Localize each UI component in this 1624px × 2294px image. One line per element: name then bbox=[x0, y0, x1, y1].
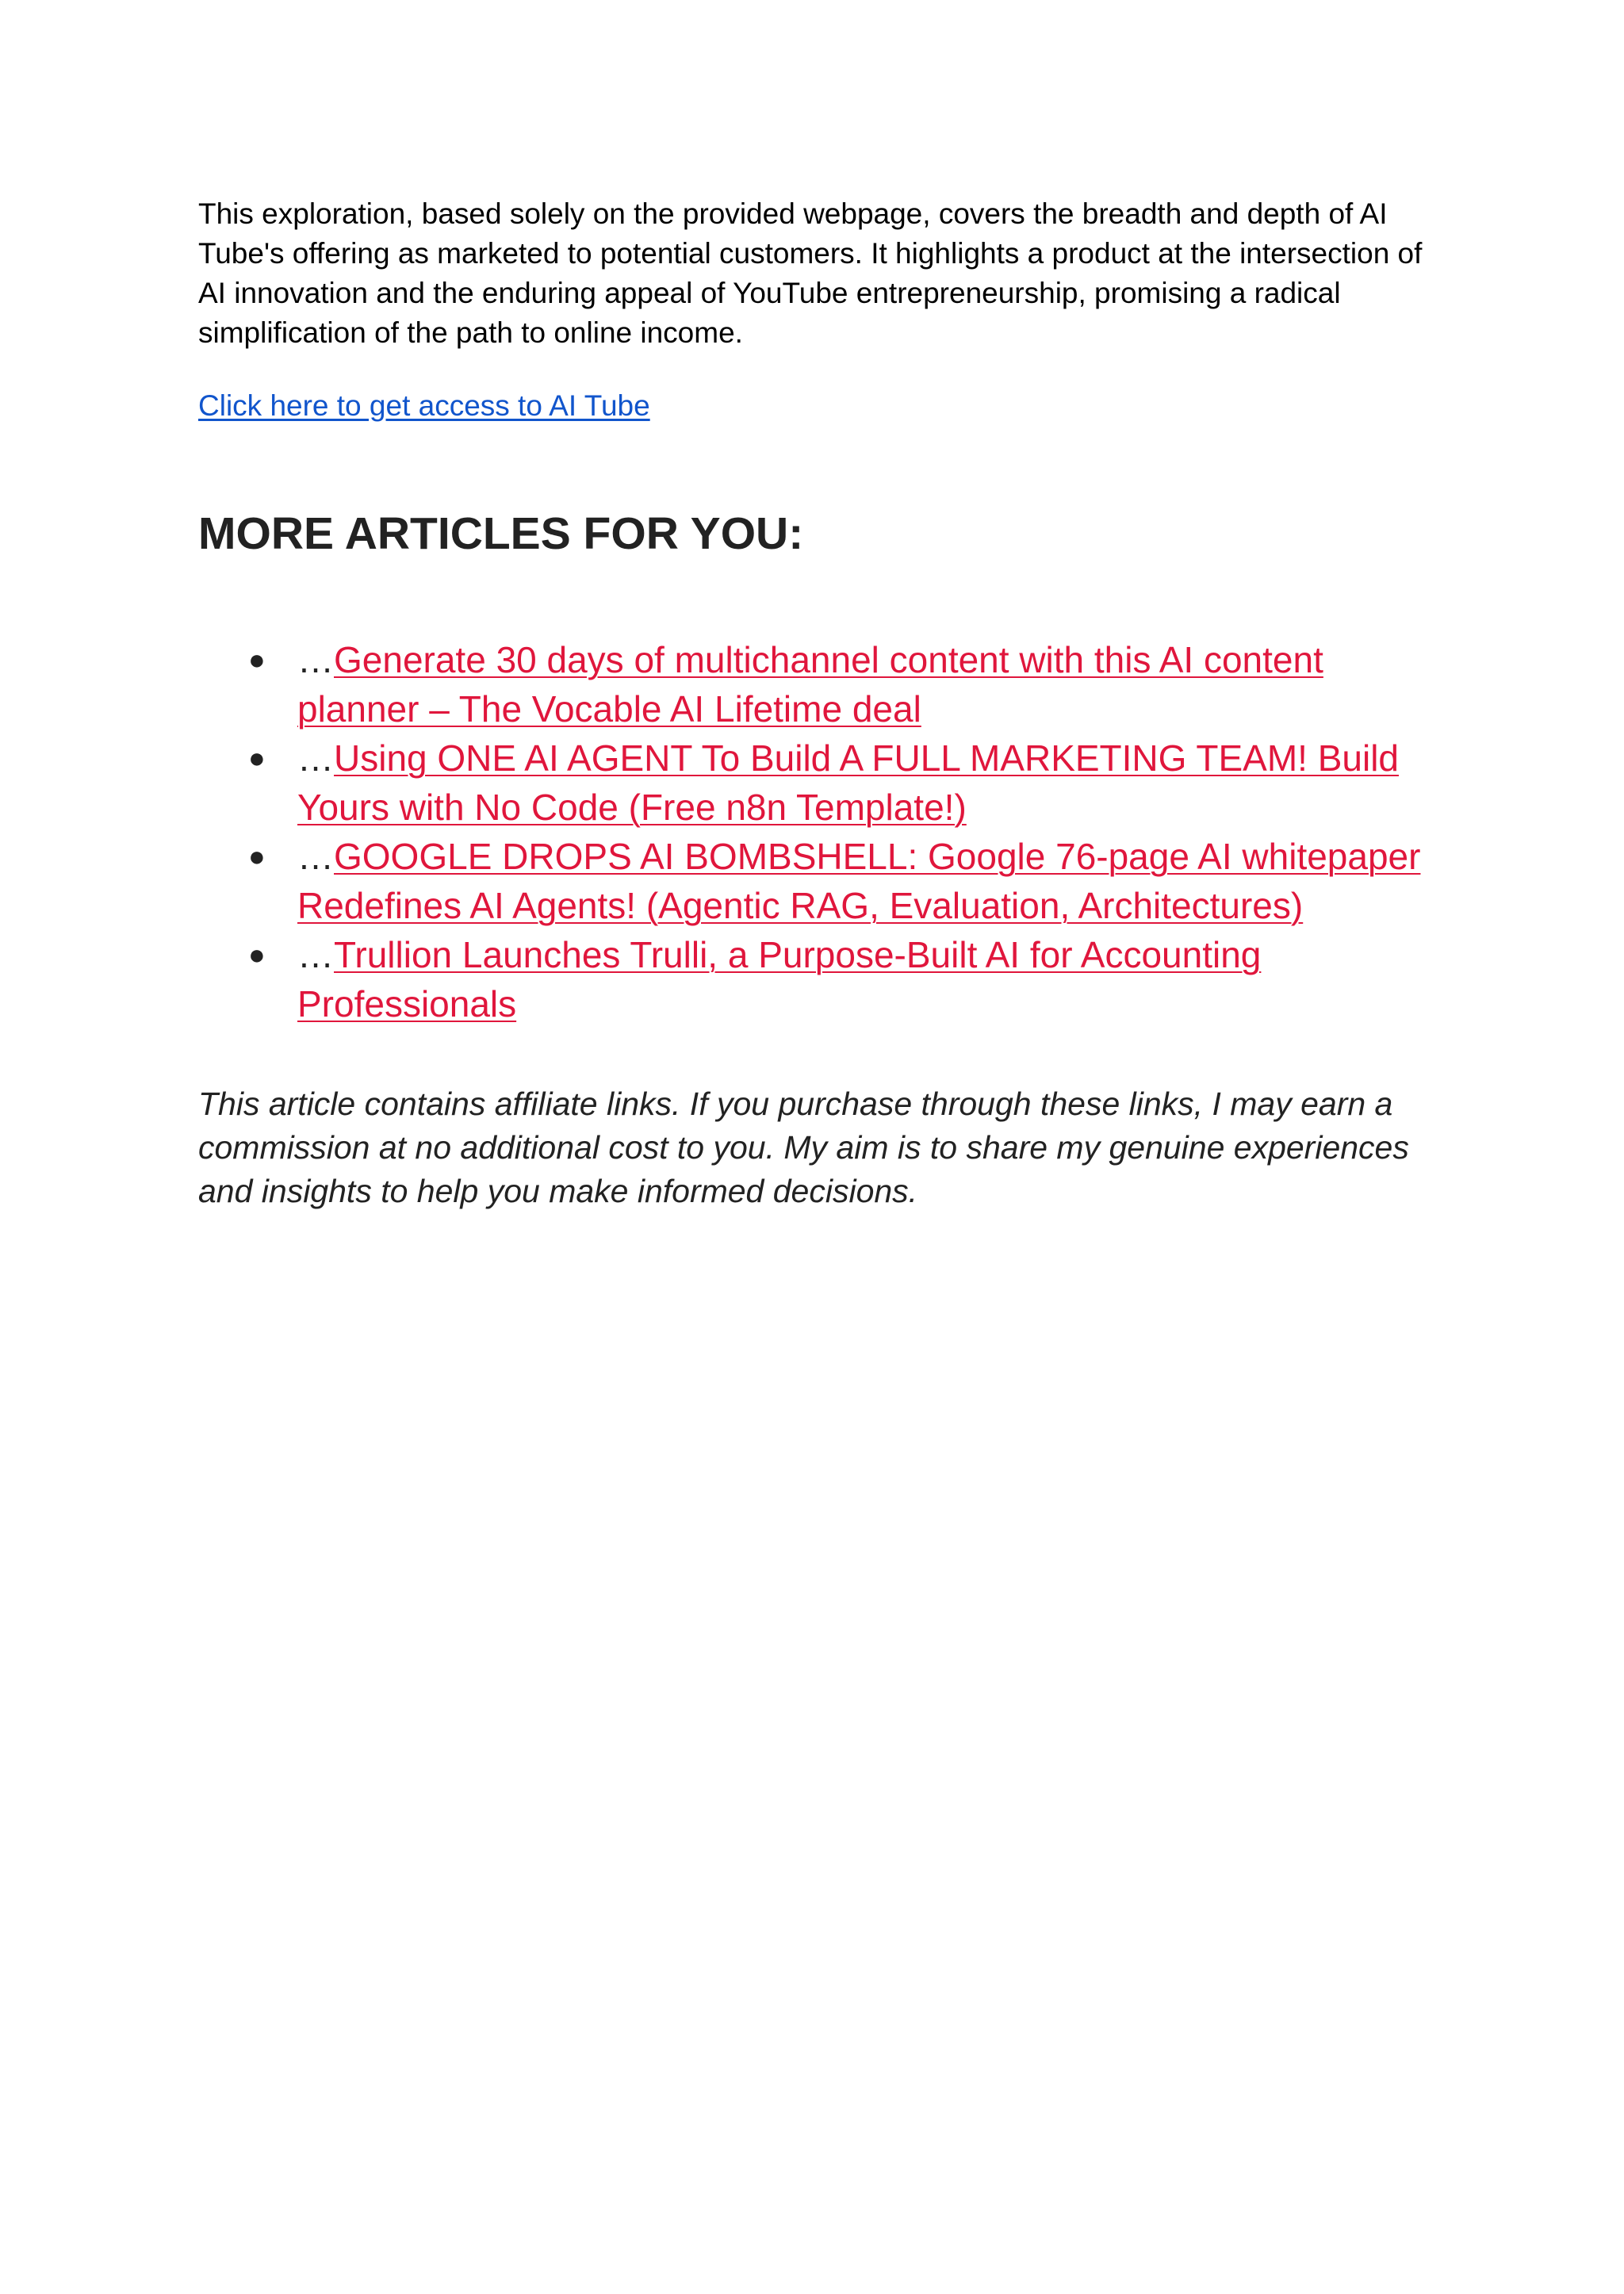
ellipsis-prefix: … bbox=[297, 934, 334, 975]
more-articles-heading: MORE ARTICLES FOR YOU: bbox=[198, 508, 804, 559]
ellipsis-prefix: … bbox=[297, 836, 334, 877]
ellipsis-prefix: … bbox=[297, 639, 334, 680]
document-page bbox=[198, 194, 1435, 1213]
article-link-google-whitepaper[interactable]: GOOGLE DROPS AI BOMBSHELL: Google 76-page AI whitepaper Redefines AI Agents! (Agentic RAG, Evaluation, Architectures) bbox=[297, 836, 1421, 926]
bullet-icon: ● bbox=[248, 938, 266, 971]
intro-paragraph: This exploration, based solely on the provided webpage, covers the breadth and depth of AI Tube's offering as marketed to potential customers. It highlights a product at the intersection of AI innovation and the enduring appeal of YouTube entrepreneurship, promising a radical simplification of the path to online income. bbox=[198, 197, 1423, 349]
list-item bbox=[248, 930, 1435, 1028]
list-item bbox=[248, 832, 1435, 930]
article-link-ai-agent-marketing[interactable]: Using ONE AI AGENT To Build A FULL MARKETING TEAM! Build Yours with No Code (Free n8n Template!) bbox=[297, 737, 1400, 828]
ellipsis-prefix: … bbox=[297, 737, 334, 779]
ai-tube-access-link[interactable]: Click here to get access to AI Tube bbox=[198, 389, 650, 422]
list-item bbox=[248, 635, 1435, 733]
bullet-icon: ● bbox=[248, 643, 266, 676]
article-link-trullion[interactable]: Trullion Launches Trulli, a Purpose-Built AI for Accounting Professionals bbox=[297, 934, 1262, 1024]
bullet-icon: ● bbox=[248, 741, 266, 774]
articles-list bbox=[198, 635, 1435, 1028]
list-item bbox=[248, 733, 1435, 832]
article-link-vocable-ai[interactable]: Generate 30 days of multichannel content with this AI content planner – The Vocable AI Lifetime deal bbox=[297, 639, 1323, 730]
affiliate-disclaimer: This article contains affiliate links. If you purchase through these links, I may earn a commission at no additional cost to you. My aim is to share my genuine experiences and insights to help you make informed decisions. bbox=[198, 1086, 1409, 1209]
bullet-icon: ● bbox=[248, 840, 266, 872]
